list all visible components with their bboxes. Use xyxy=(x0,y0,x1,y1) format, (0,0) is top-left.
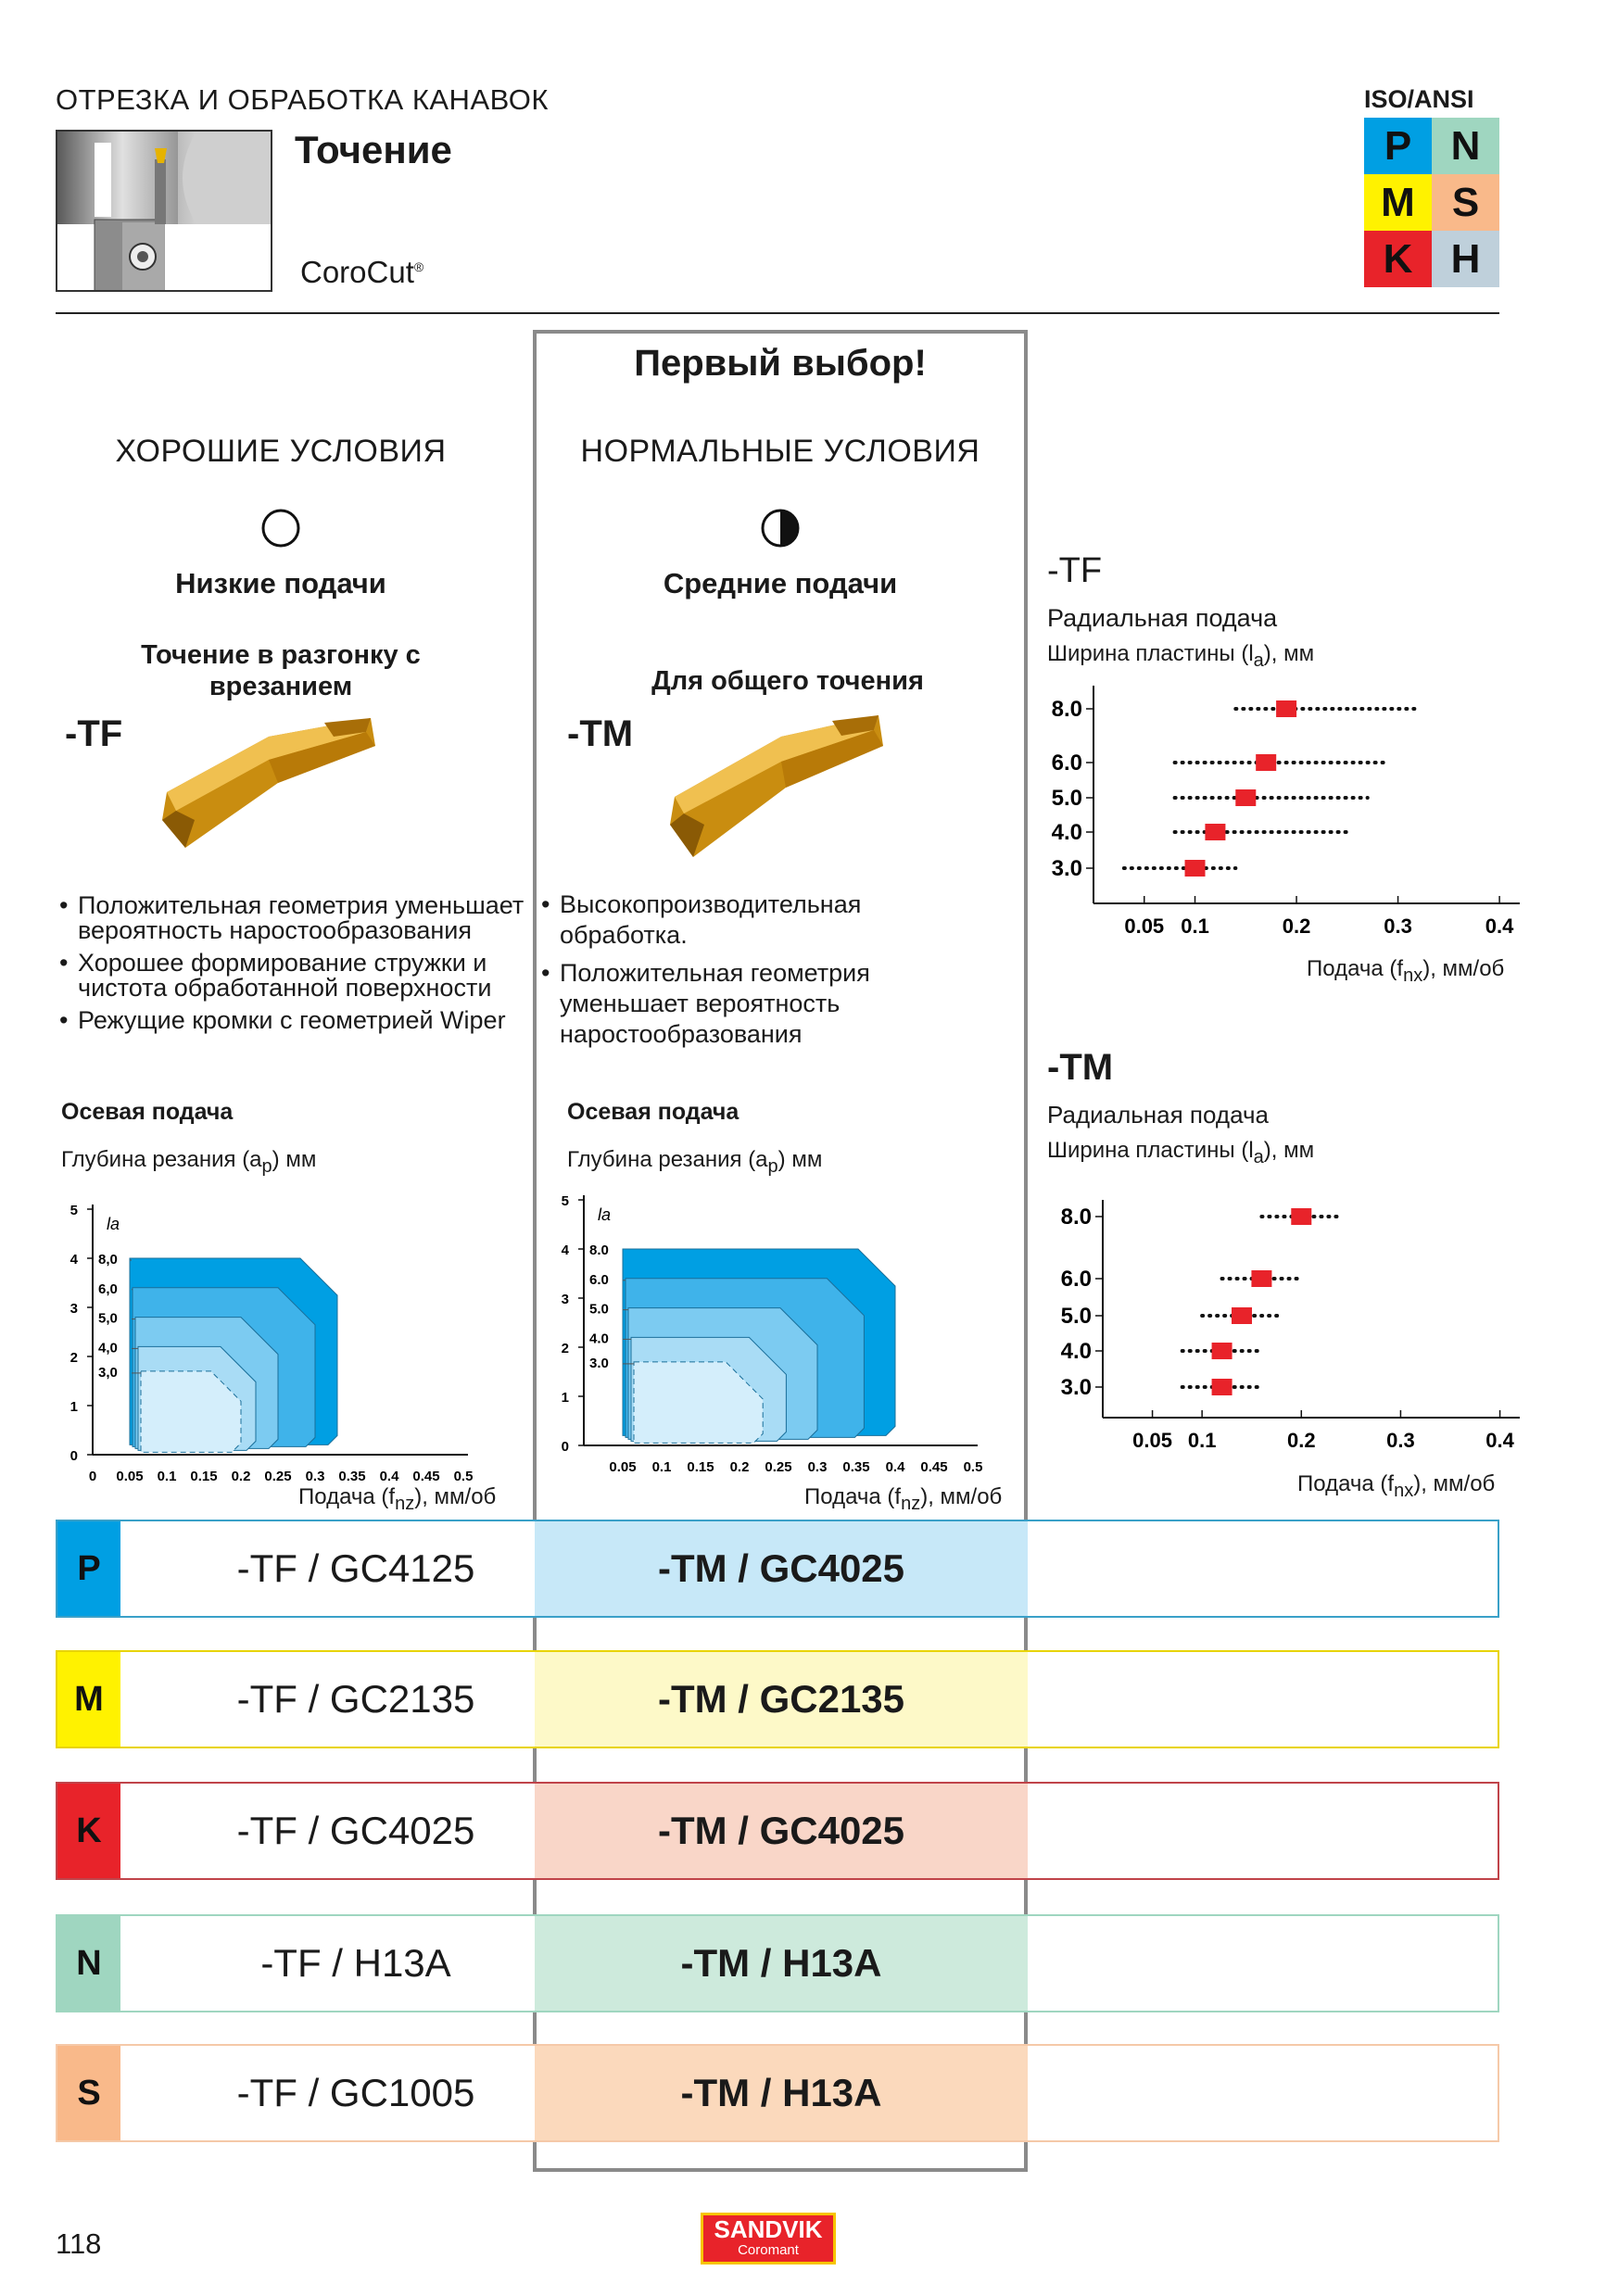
x-tick-label: 0.15 xyxy=(687,1459,714,1475)
x-tick-label: 0.2 xyxy=(1286,1429,1316,1452)
grade-row-p xyxy=(56,1520,1499,1618)
recommended-feed-marker xyxy=(1251,1270,1271,1287)
grade-letter: M xyxy=(57,1652,120,1747)
x-tick-label: 0.2 xyxy=(1282,915,1311,938)
y-tick-label: 5 xyxy=(70,1203,78,1218)
recommended-feed-marker xyxy=(1232,1307,1252,1324)
width-label-tf: Ширина пластины $(l_a)$, мм xyxy=(1047,641,1315,671)
geometry-code-tf: -TF xyxy=(65,713,123,754)
y-tick-label: 8.0 xyxy=(1060,1205,1092,1230)
series-label: 3.0 xyxy=(589,1355,609,1371)
grade-tm: -TM / GC4025 xyxy=(535,1784,1028,1878)
grade-tf: -TF / H13A xyxy=(120,1916,591,2011)
iso-cell-k: K xyxy=(1364,231,1432,287)
y-tick-label: 4 xyxy=(561,1243,569,1258)
grade-tf: -TF / GC4025 xyxy=(120,1784,591,1878)
y-tick-label: 4 xyxy=(70,1252,78,1268)
grade-letter: P xyxy=(57,1521,120,1616)
grade-tf: -TF / GC1005 xyxy=(120,2046,591,2140)
operation-tm: Для общего точения xyxy=(651,666,924,696)
y-tick-label: 6.0 xyxy=(1051,751,1082,776)
depth-label-tf: Глубина резания $(a_p)$ мм xyxy=(61,1147,317,1177)
series-axis-label: la xyxy=(107,1215,120,1233)
grade-tm: -TM / H13A xyxy=(535,1916,1028,2011)
recommended-feed-marker xyxy=(1291,1208,1311,1225)
x-tick-label: 0.05 xyxy=(609,1459,637,1475)
recommended-feed-marker xyxy=(1212,1379,1232,1395)
grade-letter: S xyxy=(57,2046,120,2140)
series-axis-label: la xyxy=(598,1205,612,1224)
x-tick-label: 0.25 xyxy=(264,1469,292,1484)
x-tick-label: 0.05 xyxy=(1124,915,1165,938)
series-label: 6.0 xyxy=(589,1271,609,1288)
y-tick-label: 5.0 xyxy=(1051,786,1082,811)
recommended-feed-marker xyxy=(1256,754,1276,771)
x-tick-label: 0.4 xyxy=(1485,1429,1514,1452)
iso-cell-m: M xyxy=(1364,174,1432,231)
axial-feed-tm: Осевая подача xyxy=(567,1099,739,1125)
series-label: 3,0 xyxy=(98,1364,118,1381)
feed-axis-label-rtf: Подача $(f_{nx})$, мм/об xyxy=(1307,956,1505,986)
y-tick-label: 2 xyxy=(561,1341,569,1356)
tf-feature: • Положительная геометрия уменьшает вероятность наростообразования xyxy=(56,893,537,943)
iso-cell-s: S xyxy=(1432,174,1499,231)
page-number: 118 xyxy=(56,2227,102,2260)
recommended-feed-marker xyxy=(1212,1343,1232,1359)
insert-tm-image xyxy=(665,704,888,866)
series-label: 8.0 xyxy=(589,1243,609,1258)
grade-tm: -TM / GC4025 xyxy=(535,1521,1028,1616)
x-tick-label: 0.05 xyxy=(1132,1429,1172,1452)
x-tick-label: 0.15 xyxy=(190,1469,218,1484)
insert-tf-image xyxy=(158,709,380,862)
x-tick-label: 0.1 xyxy=(1187,1429,1217,1452)
grade-tm: -TM / H13A xyxy=(535,2046,1028,2140)
depth-label-tm: Глубина резания $(a_p)$ мм xyxy=(567,1147,823,1177)
y-tick-label: 4.0 xyxy=(1051,820,1082,845)
y-tick-label: 8.0 xyxy=(1051,697,1082,722)
x-tick-label: 0.2 xyxy=(231,1469,251,1484)
y-tick-label: 3.0 xyxy=(1060,1375,1092,1400)
geometry-code-tm: -TM xyxy=(567,713,634,754)
sandvik-logo: SANDVIK Coromant xyxy=(701,2213,836,2264)
tm-feature: • Положительная геометрия уменьшает вероятность наростообразования xyxy=(537,958,927,1050)
x-tick-label: 0 xyxy=(88,1469,97,1484)
first-choice-heading: Первый выбор! xyxy=(634,343,927,384)
x-tick-label: 0.1 xyxy=(1181,915,1209,938)
x-tick-label: 0.3 xyxy=(807,1459,828,1475)
x-tick-label: 0.5 xyxy=(453,1469,474,1484)
feed-axis-label-tf: Подача $(f_{nz})$, мм/об xyxy=(298,1484,497,1514)
grade-letter: K xyxy=(57,1784,120,1878)
condition-good: ХОРОШИЕ УСЛОВИЯ xyxy=(115,434,447,469)
y-tick-label: 6.0 xyxy=(1060,1267,1092,1292)
x-tick-label: 0.25 xyxy=(765,1459,792,1475)
feed-axis-label-tm: Подача $(f_{nz})$, мм/об xyxy=(804,1484,1003,1514)
y-tick-label: 5 xyxy=(561,1193,569,1209)
x-tick-label: 0.35 xyxy=(338,1469,366,1484)
x-tick-label: 0.05 xyxy=(116,1469,144,1484)
tf-feature-list xyxy=(56,893,537,1041)
tf-feature: • Режущие кромки с геометрией Wiper xyxy=(56,1008,537,1033)
x-tick-label: 0.4 xyxy=(379,1469,399,1484)
iso-cell-p: P xyxy=(1364,118,1432,174)
y-tick-label: 0 xyxy=(561,1439,569,1455)
x-tick-label: 0.3 xyxy=(1386,1429,1415,1452)
y-tick-label: 3.0 xyxy=(1051,856,1082,881)
x-tick-label: 0.35 xyxy=(842,1459,870,1475)
x-tick-label: 0.45 xyxy=(412,1469,440,1484)
x-tick-label: 0.2 xyxy=(729,1459,750,1475)
recommended-feed-marker xyxy=(1205,824,1225,840)
grade-tf: -TF / GC4125 xyxy=(120,1521,591,1616)
chart-radial-tm xyxy=(1038,1181,1520,1473)
radial-feed-tm: Радиальная подача xyxy=(1047,1101,1269,1129)
tf-feature: • Хорошее формирование стружки и чистота обработанной поверхности xyxy=(56,951,537,1001)
operation-tf: Точение в разгонку с врезанием xyxy=(141,640,421,701)
x-tick-label: 0.1 xyxy=(651,1459,672,1475)
y-tick-label: 5.0 xyxy=(1060,1304,1092,1329)
y-tick-label: 1 xyxy=(561,1390,569,1406)
width-label-tm: Ширина пластины $(l_a)$, мм xyxy=(1047,1138,1315,1167)
series-label: 8,0 xyxy=(98,1252,118,1268)
grade-tf: -TF / GC2135 xyxy=(120,1652,591,1747)
recommended-feed-marker xyxy=(1235,789,1256,806)
header-divider xyxy=(56,312,1499,314)
axial-feed-tf: Осевая подача xyxy=(61,1099,234,1125)
feed-medium: Средние подачи xyxy=(663,567,898,599)
iso-cell-n: N xyxy=(1432,118,1499,174)
series-label: 4.0 xyxy=(589,1331,609,1347)
y-tick-label: 2 xyxy=(70,1350,78,1366)
tm-feature-list xyxy=(537,889,927,1057)
grade-row-s xyxy=(56,2044,1499,2142)
y-tick-label: 4.0 xyxy=(1060,1339,1092,1364)
x-tick-label: 0.1 xyxy=(157,1469,177,1484)
grade-row-k xyxy=(56,1782,1499,1880)
recommended-feed-marker xyxy=(1185,860,1206,877)
y-tick-label: 3 xyxy=(70,1301,78,1317)
chart-axial-tm xyxy=(547,1186,1019,1506)
operation-illustration xyxy=(56,130,272,292)
series-label: 6,0 xyxy=(98,1280,118,1297)
radial-code-tm: -TM xyxy=(1047,1047,1114,1088)
grade-row-m xyxy=(56,1650,1499,1748)
series-label: 5,0 xyxy=(98,1310,118,1327)
iso-cell-h: H xyxy=(1432,231,1499,287)
grade-row-n xyxy=(56,1914,1499,2012)
grade-tm: -TM / GC2135 xyxy=(535,1652,1028,1747)
x-tick-label: 0.4 xyxy=(1485,915,1514,938)
x-tick-label: 0.5 xyxy=(963,1459,983,1475)
grade-letter: N xyxy=(57,1916,120,2011)
radial-code-tf: -TF xyxy=(1047,551,1103,590)
product-brand: CoroCut® xyxy=(300,255,424,289)
series-label: 4,0 xyxy=(98,1340,118,1356)
radial-feed-tf: Радиальная подача xyxy=(1047,604,1278,632)
tm-feature: • Высокопроизводительная обработка. xyxy=(537,889,927,951)
trademark: ® xyxy=(413,259,424,274)
condition-normal: НОРМАЛЬНЫЕ УСЛОВИЯ xyxy=(580,434,980,469)
section-title: ОТРЕЗКА И ОБРАБОТКА КАНАВОК xyxy=(56,83,549,116)
chart-radial-tf xyxy=(1038,681,1520,964)
page-subtitle: Точение xyxy=(295,128,452,171)
y-tick-label: 3 xyxy=(561,1292,569,1307)
chart-axial-tf xyxy=(56,1186,519,1506)
x-tick-label: 0.45 xyxy=(920,1459,948,1475)
iso-label: ISO/ANSI xyxy=(1364,85,1474,113)
x-tick-label: 0.4 xyxy=(885,1459,905,1475)
iso-material-grid xyxy=(1364,118,1499,287)
empty-circle-icon xyxy=(260,508,301,553)
y-tick-label: 1 xyxy=(70,1399,78,1415)
feed-low: Низкие подачи xyxy=(175,567,386,599)
recommended-feed-marker xyxy=(1276,700,1296,717)
series-label: 5.0 xyxy=(589,1301,609,1318)
feed-axis-label-rtm: Подача $(f_{nx})$, мм/об xyxy=(1297,1471,1496,1501)
x-tick-label: 0.3 xyxy=(1384,915,1412,938)
half-circle-icon xyxy=(760,508,801,553)
y-tick-label: 0 xyxy=(70,1448,78,1464)
x-tick-label: 0.3 xyxy=(305,1469,325,1484)
